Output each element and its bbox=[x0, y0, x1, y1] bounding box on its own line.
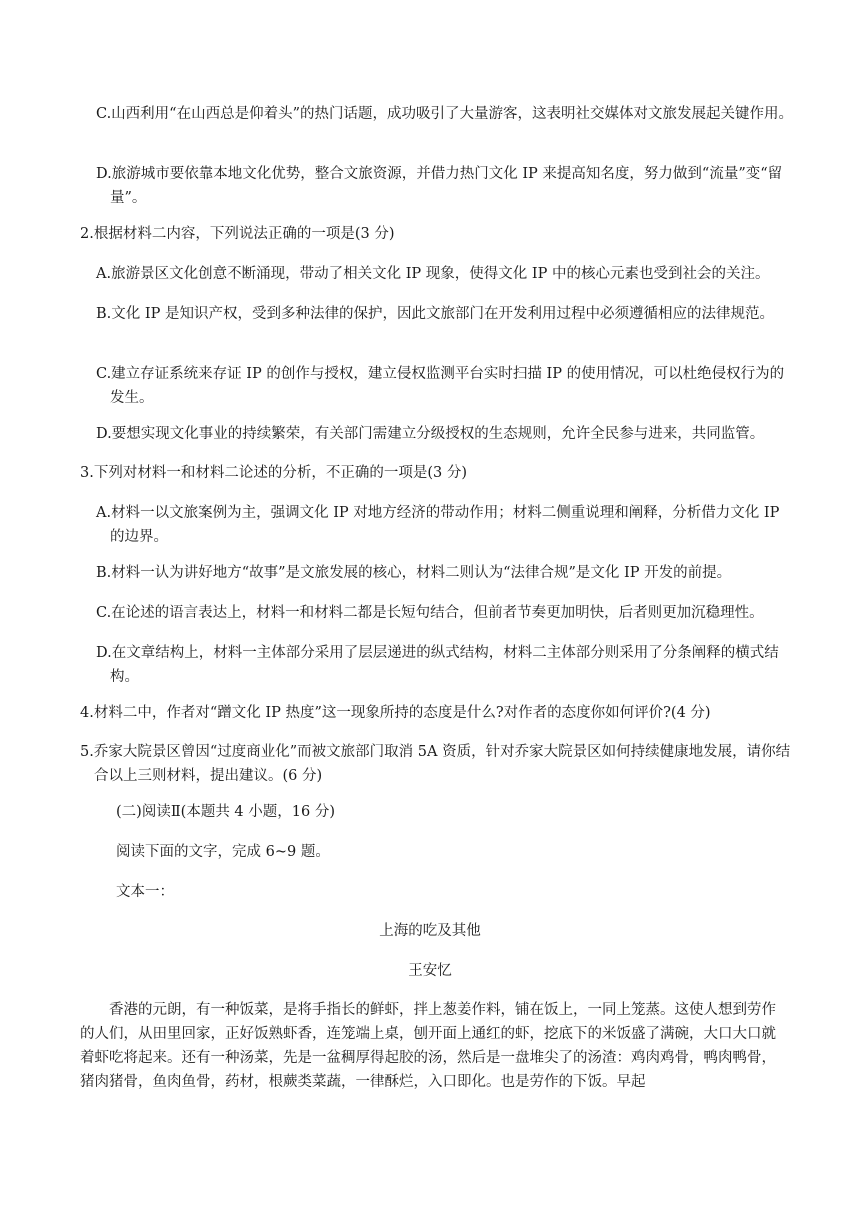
q3-option-b: B.材料一认为讲好地方“故事”是文旅发展的核心，材料二则认为“法律合规”是文化 IP 开发的前提。 bbox=[96, 565, 732, 581]
q1-option-d: D.旅游城市要依靠本地文化优势，整合文旅资源，并借力热门文化 IP 来提高知名度，努力做到“流量”变“留量”。 bbox=[96, 166, 783, 206]
q4-stem: 4.材料二中，作者对“蹭文化 IP 热度”这一现象所持的态度是什么?对作者的态度你如何评价?(4 分) bbox=[80, 705, 711, 721]
text-label: 文本一： bbox=[116, 884, 174, 900]
q2-stem: 2.根据材料二内容，下列说法正确的一项是(3 分) bbox=[80, 226, 395, 242]
section-instruction: 阅读下面的文字，完成 6~9 题。 bbox=[116, 844, 330, 860]
q3-option-a: A.材料一以文旅案例为主，强调文化 IP 对地方经济的带动作用；材料二侧重说理和阐释，分析借力文化 IP 的边界。 bbox=[96, 505, 780, 545]
q3-option-d: D.在文章结构上，材料一主体部分采用了层层递进的纵式结构，材料二主体部分则采用了分条阐释的横式结构。 bbox=[96, 645, 779, 685]
article-title: 上海的吃及其他 bbox=[379, 923, 481, 939]
q2-option-d: D.要想实现文化事业的持续繁荣，有关部门需建立分级授权的生态规则，允许全民参与进来，共同监管。 bbox=[96, 426, 765, 442]
q5-stem: 5.乔家大院景区曾因“过度商业化”而被文旅部门取消 5A 资质，针对乔家大院景区如何持续健康地发展，请你结合以上三则材料，提出建议。(6 分) bbox=[80, 744, 791, 784]
q3-option-c: C.在论述的语言表达上，材料一和材料二都是长短句结合，但前者节奏更加明快，后者则更加沉稳理性。 bbox=[96, 605, 764, 621]
section-heading: (二)阅读Ⅱ(本题共 4 小题，16 分) bbox=[116, 804, 335, 820]
article-paragraph: 香港的元朗，有一种饭菜，是将手指长的鲜虾，拌上葱姜作料，铺在饭上，一同上笼蒸。这使人想到劳作的人们，从田里回家，正好饭熟虾香，连笼端上桌，刨开面上通红的虾，挖底下的米饭盛了满碗，大口大口就着虾吃将起来。还有一种汤菜，先是一盆稠厚得起胶的汤，然后是一盘堆尖了的汤渣：鸡肉鸡骨，鸭肉鸭骨，猪肉猪骨，鱼肉鱼骨，药材，根蕨类菜蔬，一律酥烂，入口即化。也是劳作的下饭。早起 bbox=[80, 1002, 776, 1090]
q2-option-b: B.文化 IP 是知识产权，受到多种法律的保护，因此文旅部门在开发利用过程中必须遵循相应的法律规范。 bbox=[96, 306, 774, 322]
q2-option-a: A.旅游景区文化创意不断涌现，带动了相关文化 IP 现象，使得文化 IP 中的核心元素也受到社会的关注。 bbox=[96, 266, 770, 282]
q3-stem: 3.下列对材料一和材料二论述的分析，不正确的一项是(3 分) bbox=[80, 465, 467, 481]
q2-option-c: C.建立存证系统来存证 IP 的创作与授权，建立侵权监测平台实时扫描 IP 的使用情况，可以杜绝侵权行为的发生。 bbox=[96, 366, 785, 406]
q1-option-c: C.山西利用“在山西总是仰着头”的热门话题，成功吸引了大量游客，这表明社交媒体对文旅发展起关键作用。 bbox=[96, 106, 794, 122]
article-author: 王安忆 bbox=[408, 963, 452, 979]
